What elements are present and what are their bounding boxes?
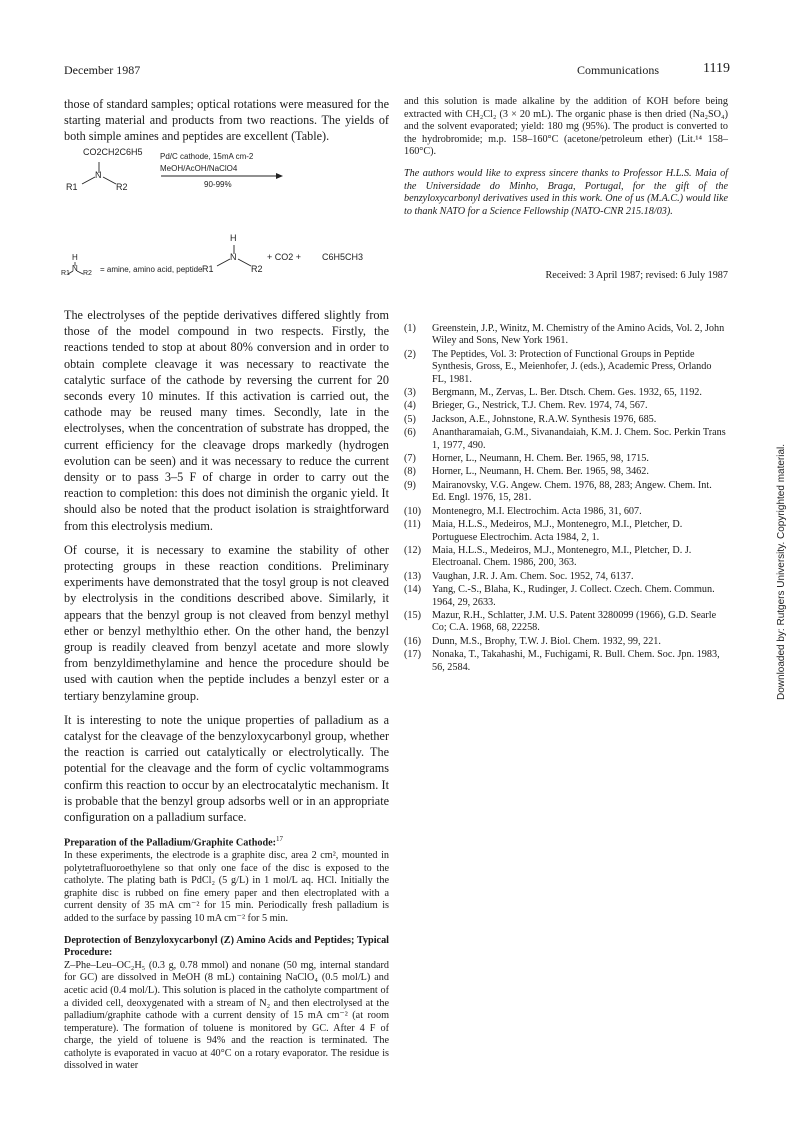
reference-number: (12) [404, 544, 421, 556]
reference-item [404, 323, 728, 348]
conditions-yield: 90-99% [204, 180, 232, 189]
reference-number: (7) [404, 453, 416, 465]
conditions-top: Pd/C cathode, 15mA cm-2 [160, 152, 254, 161]
reactant-group: CO2CH2C6H5 [83, 147, 143, 157]
reference-text: Bergmann, M., Zervas, L. Ber. Dtsch. Chem. Ges. 1932, 65, 1192. [432, 387, 702, 399]
reference-item [404, 400, 728, 412]
reference-item [404, 387, 728, 399]
reference-number: (9) [404, 479, 416, 491]
conditions-mid: MeOH/AcOH/NaClO4 [160, 164, 238, 173]
reference-item [404, 453, 728, 465]
prep-heading [64, 833, 389, 850]
reference-number: (3) [404, 387, 416, 399]
product-co2: + CO2 + [267, 252, 302, 262]
reference-item [404, 636, 728, 648]
reference-item [404, 610, 728, 635]
reference-item [404, 506, 728, 518]
legend-r2: R2 [83, 270, 92, 277]
product-toluene: C6H5CH3 [322, 252, 364, 262]
left-body [64, 307, 389, 825]
product-n: N [230, 252, 237, 262]
reactant-r2: R2 [116, 182, 128, 192]
reference-item [404, 414, 728, 426]
procedure-continued: and this solution is made alkaline by the addition of KOH before being extracted with CH₂Cl₂ (3 × 20 mL). The organic phase is then dried (Na₂SO₄) and the solvent evaporated; yield: 180 mg (95%). The product is converted to the hydrobromide; m.p. 158–160°C (acetone/petroleum ether) (Lit.¹⁴ 158–160°C). [404, 96, 728, 158]
header-date: December 1987 [64, 63, 141, 77]
reference-text: Mazur, R.H., Schlatter, J.M. U.S. Patent 3280099 (1966), G.D. Searle Co; C.A. 1968, 68, 22258. [432, 609, 717, 634]
reference-number: (16) [404, 635, 421, 647]
acknowledgement: The authors would like to express sincere thanks to Professor H.L.S. Maia of the Universidade do Minho, Braga, Portugal, for the gift of the benzyloxycarbonyl derivatives used in this work. One of us (M.A.C.) would like to thank NATO for a Science Fellowship (NATO-CNR 215.18/03). [404, 167, 728, 217]
reactant-r1: R1 [66, 182, 78, 192]
reference-number: (5) [404, 413, 416, 425]
legend-r1: R1 [61, 270, 70, 277]
reference-text: Vaughan, J.R. J. Am. Chem. Soc. 1952, 74, 6137. [432, 570, 634, 582]
paragraph-stability: Of course, it is necessary to examine the stability of other protecting groups in these reaction conditions. Preliminary experiments have demonstrated that the tosyl group is not cleaved by electrolysis in the conditions described above. Similarly, it appears that the benzyl group is not cleaved from benzyl methyl ether or benzyl methylthio ether. On the other hand, the benzyl group is readily cleaved from benzyl acetate and more slowly from benzyldimethylamine and hence the procedure should be used with caution when the peptide includes a benzyl ester or a tertiary benzylamine group. [64, 542, 389, 703]
download-note: Downloaded by: Rutgers University. Copyrighted material. [776, 443, 787, 700]
reference-text: Greenstein, J.P., Winitz, M. Chemistry of the Amino Acids, Vol. 2, John Wiley and Sons, New York 1961. [432, 323, 725, 347]
reference-text: Dunn, M.S., Brophy, T.W. J. Biol. Chem. 1932, 99, 221. [432, 635, 661, 647]
reference-item [404, 545, 728, 570]
page-number: 1119 [703, 61, 730, 76]
reference-text: Maia, H.L.S., Medeiros, M.J., Montenegro, M.I., Pletcher, D. J. Electroanal. Chem. 1986, 200, 363. [432, 544, 692, 569]
reference-item [404, 480, 728, 505]
reference-text: Nonaka, T., Takahashi, M., Fuchigami, R. Bull. Chem. Soc. Jpn. 1983, 56, 2584. [432, 649, 720, 673]
reference-item [404, 519, 728, 544]
reference-number: (6) [404, 427, 416, 439]
received-line: Received: 3 April 1987; revised: 6 July 1987 [545, 270, 728, 281]
legend-n: N [72, 264, 78, 273]
reference-item [404, 571, 728, 583]
deprot-heading: Deprotection of Benzyloxycarbonyl (Z) Amino Acids and Peptides; Typical Procedure: [64, 934, 389, 959]
right-top [404, 96, 728, 218]
header-section: Communications [577, 63, 659, 77]
reference-text: Montenegro, M.I. Electrochim. Acta 1986, 31, 607. [432, 505, 642, 517]
reference-text: Horner, L., Neumann, H. Chem. Ber. 1965, 98, 3462. [432, 466, 649, 478]
reference-text: Jackson, A.E., Johnstone, R.A.W. Synthesis 1976, 685. [432, 413, 657, 425]
intro-text: those of standard samples; optical rotations were measured for the starting material and products from two reactions. The yields of both simple amines and peptides are excellent (Table). [64, 97, 389, 144]
product-h: H [230, 233, 237, 243]
reference-text: Brieger, G., Nestrick, T.J. Chem. Rev. 1974, 74, 567. [432, 400, 648, 412]
prep-heading-sup: 17 [276, 835, 284, 843]
reference-number: (10) [404, 505, 421, 517]
references [404, 323, 728, 675]
reference-number: (14) [404, 584, 421, 596]
reference-number: (4) [404, 400, 416, 412]
reference-text: Horner, L., Neumann, H. Chem. Ber. 1965, 98, 1715. [432, 453, 649, 465]
intro-paragraph [64, 96, 389, 145]
legend-h: H [72, 253, 78, 262]
reference-item [404, 649, 728, 674]
reference-number: (11) [404, 519, 421, 531]
prep-text: In these experiments, the electrode is a graphite disc, area 2 cm², mounted in polytetrafluoroethylene so that only one face of the disc is exposed to the catholyte. The plating bath is PdCl₂ (5 g/L) in 1 mol/L aq. HCl. Initially the graphite disc is rubbed on fine emery paper and then electroplated with a current density of 35 mA cm⁻² for 15 min. Periodically fresh palladium is added to the surface by passing 10 mA cm⁻² for 5 min. [64, 849, 389, 924]
reference-number: (1) [404, 323, 416, 334]
deprot-text: Z–Phe–Leu–OC₂H₅ (0.3 g, 0.78 mmol) and nonane (50 mg, internal standard for GC) are dissolved in MeOH (8 mL) containing NaClO₄ (0.5 mol/L) and acetic acid (0.4 mol/L). This solution is placed in the catholyte compartment of a divided cell, deoxygenated with a stream of N₂ and then electrolysed at the palladium/graphite cathode with a current density of 15 mA cm⁻² (at room temperature). The formation of toluene is monitored by GC. After 4 F of charge, the yield of toluene is 94% and the reaction is terminated. The catholyte is evaporated in vacuo at 40°C on a rotary evaporator. The residue is dissolved in water [64, 959, 389, 1072]
reference-text: Anantharamaiah, G.M., Sivanandaiah, K.M. J. Chem. Soc. Perkin Trans 1, 1977, 490. [432, 427, 726, 451]
reference-list [404, 323, 728, 674]
legend-text: = amine, amino acid, peptide [100, 265, 203, 274]
reference-number: (13) [404, 570, 421, 582]
reference-number: (2) [404, 348, 416, 360]
paragraph-electrolyses: The electrolyses of the peptide derivatives differed slightly from those of the model compound in two respects. Firstly, the reactions tended to stop at about 80% conversion and in order to obtain complete cleavage it was necessary to reactivate the catalytic surface of the cathode by reversing the current for 20 seconds every 10 minutes. If this activation is carried out, the cathode may be reused many times. Secondly, late in the electrolyses, when the concentration of substrate has dropped, the current efficiency for the cleavage drops markedly (hydrogen evolution can be seen) and it was necessary to reduce the current density or to pass 3–5 F of charge in order to carry out the reaction to completion: this does not diminish the organic yield. It should also be noted that the product isolation is straightforward from this electrolysis medium. [64, 308, 389, 533]
experimental-section [64, 833, 389, 1073]
reference-number: (8) [404, 466, 416, 478]
paragraph-palladium: It is interesting to note the unique properties of palladium as a catalyst for the cleavage of the benzyloxycarbonyl group, whether the reaction is carried out catalytically or electrolytically. The potential for the cleavage and the form of cyclic voltammograms confirm this reaction to occur by an electrocatalytic mechanism. It is probable that the benzyl group adsorbs well or in an appropriate configuration on a palladium surface. [64, 712, 389, 825]
reference-number: (17) [404, 649, 421, 661]
reactant-n: N [95, 170, 102, 180]
reference-item [404, 427, 728, 452]
reference-item [404, 466, 728, 478]
product-r2: R2 [251, 264, 263, 274]
reference-text: The Peptides, Vol. 3: Protection of Functional Groups in Peptide Synthesis, Gross, E., Meienhofer, J. (eds.), Academic Press, Orlando FL, 1981. [432, 348, 712, 385]
reference-item [404, 584, 728, 609]
scheme-legend [61, 253, 264, 279]
prep-heading-text: Preparation of the Palladium/Graphite Cathode: [64, 837, 277, 849]
reference-text: Yang, C.-S., Blaha, K., Rudinger, J. Collect. Czech. Chem. Commun. 1964, 29, 2633. [432, 584, 715, 608]
reference-number: (15) [404, 609, 421, 621]
reference-text: Mairanovsky, V.G. Angew. Chem. 1976, 88, 283; Angew. Chem. Int. Ed. Engl. 1976, 15, 281. [432, 479, 712, 504]
reference-item [404, 349, 728, 386]
product-r1: R1 [202, 264, 214, 274]
reference-text: Maia, H.L.S., Medeiros, M.J., Montenegro, M.I., Pletcher, D. Portuguese Electrochim. Acta 1984, 2, 1. [432, 519, 683, 543]
